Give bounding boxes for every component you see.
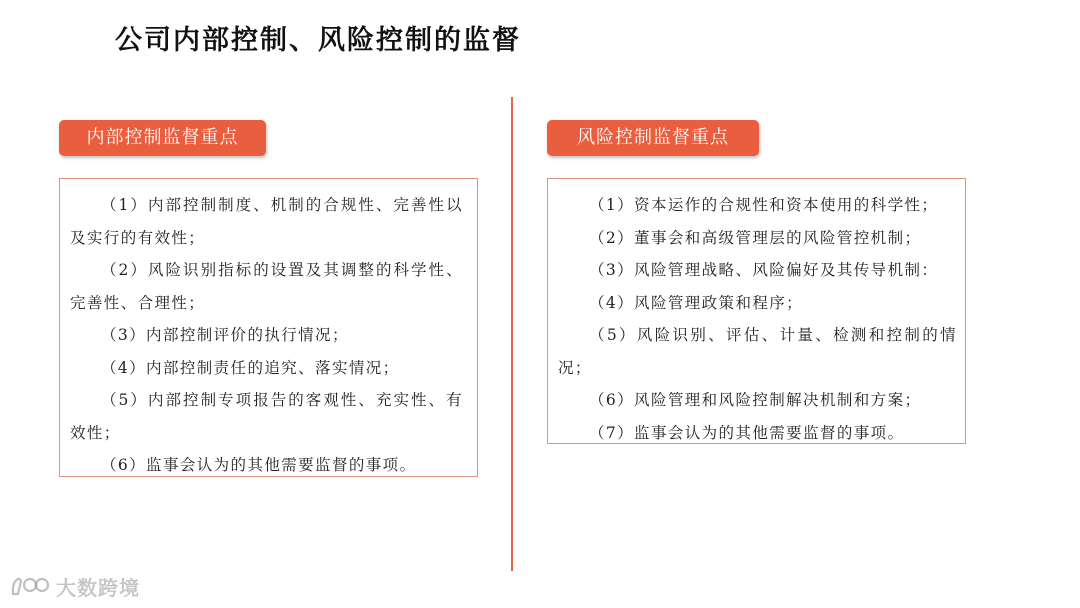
watermark-text: 大数跨境 (56, 575, 140, 600)
internal-control-header: 内部控制监督重点 (59, 120, 266, 156)
risk-control-list (547, 178, 966, 444)
list-item: （5）风险识别、评估、计量、检测和控制的情况； (558, 326, 957, 377)
list-item: （6）风险管理和风险控制解决机制和方案； (589, 391, 922, 409)
risk-control-header: 风险控制监督重点 (547, 120, 759, 156)
center-divider (511, 97, 513, 571)
list-item: （4）内部控制责任的追究、落实情况； (101, 358, 400, 377)
list-item: （1）内部控制制度、机制的合规性、完善性以及实行的有效性； (70, 196, 463, 247)
watermark (10, 572, 140, 600)
list-item: （7）监事会认为的其他需要监督的事项。 (589, 423, 905, 442)
page-title: 公司内部控制、风险控制的监督 (115, 25, 521, 56)
list-item: （1）资本运作的合规性和资本使用的科学性； (589, 196, 939, 214)
list-item: （3）风险管理战略、风险偏好及其传导机制： (589, 261, 939, 279)
list-item: （4）风险管理政策和程序； (589, 293, 804, 312)
list-item: （5）内部控制专项报告的客观性、充实性、有效性； (70, 391, 463, 442)
list-item: （3）内部控制评价的执行情况； (101, 326, 349, 344)
list-item: （2）风险识别指标的设置及其调整的科学性、完善性、合理性； (70, 261, 463, 312)
internal-control-list (59, 178, 478, 477)
brand-logo-icon (10, 574, 52, 598)
list-item: （6）监事会认为的其他需要监督的事项。 (101, 456, 417, 474)
list-item: （2）董事会和高级管理层的风险管控机制； (589, 228, 922, 247)
